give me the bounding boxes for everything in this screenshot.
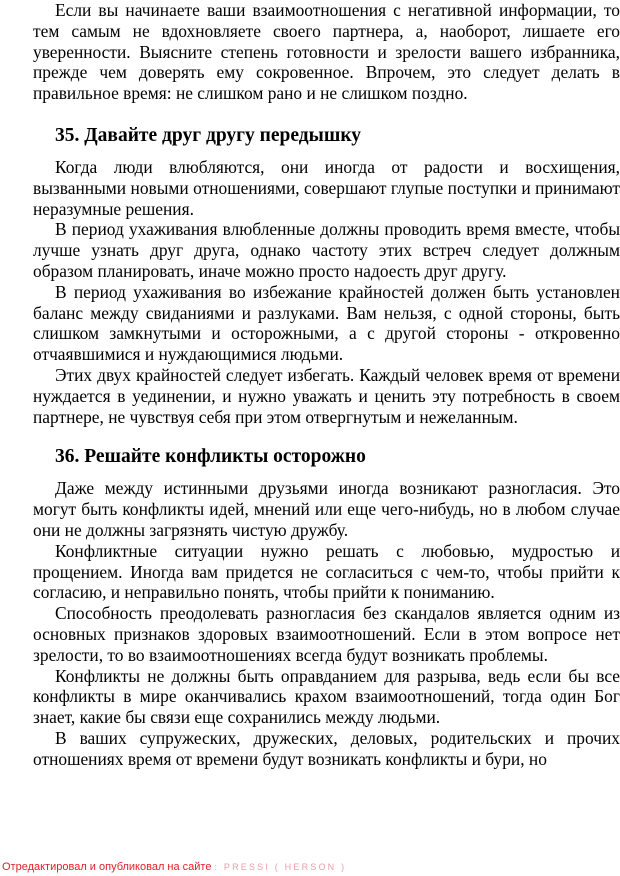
footer-credit <box>2 860 346 874</box>
section-35-paragraph-3: В период ухаживания во избежание крайностей должен быть установлен баланс между свиданиями и разлуками. Вам нельзя, с одной стороны, быть слишком замкнутыми и осторожными, а с другой стороны - откровенно отчаявшимися и нуждающимися людьми. <box>33 281 620 365</box>
section-35-heading: 35. Давайте друг другу передышку <box>55 124 362 146</box>
section-35-paragraph-1: Когда люди влюбляются, они иногда от радости и восхищения, вызванными новыми отношениями, совершают глупые поступки и принимают неразумные решения. <box>33 156 620 219</box>
section-35-paragraph-4: Этих двух крайностей следует избегать. Каждый человек время от времени нуждается в уединении, и нужно уважать и ценить эту потребность в своем партнере, не чувствуя себя при этом отвергнутым и нежеланным. <box>33 364 620 427</box>
section-36-heading: 36. Решайте конфликты осторожно <box>55 446 366 468</box>
footer-credit-text: Отредактировал и опубликовал на сайте <box>2 861 212 873</box>
section-35-paragraph-2: В период ухаживания влюбленные должны проводить время вместе, чтобы лучше узнать друг друга, однако частоту этих встреч следует должным образом планировать, иначе можно просто надоесть друг другу. <box>33 219 620 281</box>
section-36-paragraph-5: В ваших супружеских, дружеских, деловых, родительских и прочих отношениях время от времени будут возникать конфликты и бури, но <box>33 727 620 769</box>
footer-site-name[interactable]: : PRESSI ( HERSON ) <box>214 862 347 872</box>
intro-paragraph: Если вы начинаете ваши взаимоотношения с негативной информации, то тем самым не вдохновляете своего партнера, а, наоборот, лишаете его уверенности. Выясните степень готовности и зрелости вашего избранника, прежде чем доверять ему сокровенное. Впрочем, это следует делать в правильное время: не слишком рано и не слишком поздно. <box>33 0 620 104</box>
section-36-paragraph-2: Конфликтные ситуации нужно решать с любовью, мудростью и прощением. Иногда вам придется не согласиться с чем-то, чтобы прийти к согласию, и неправильно понять, чтобы прийти к пониманию. <box>33 540 620 603</box>
section-36-paragraph-4: Конфликты не должны быть оправданием для разрыва, ведь если бы все конфликты в мире оканчивались крахом взаимоотношений, тогда один Бог знает, какие бы связи еще сохранились между людьми. <box>33 665 620 728</box>
section-36-paragraph-1: Даже между истинными друзьями иногда возникают разногласия. Это могут быть конфликты идей, мнений или еще чего-нибудь, но в любом случае они не должны загрязнять чистую дружбу. <box>33 478 620 540</box>
section-36-paragraph-3: Способность преодолевать разногласия без скандалов является одним из основных признаков здоровых взаимоотношений. Если в этом вопросе нет зрелости, то во взаимоотношениях всегда будут возникать проблемы. <box>33 603 620 665</box>
document-page <box>33 0 620 770</box>
